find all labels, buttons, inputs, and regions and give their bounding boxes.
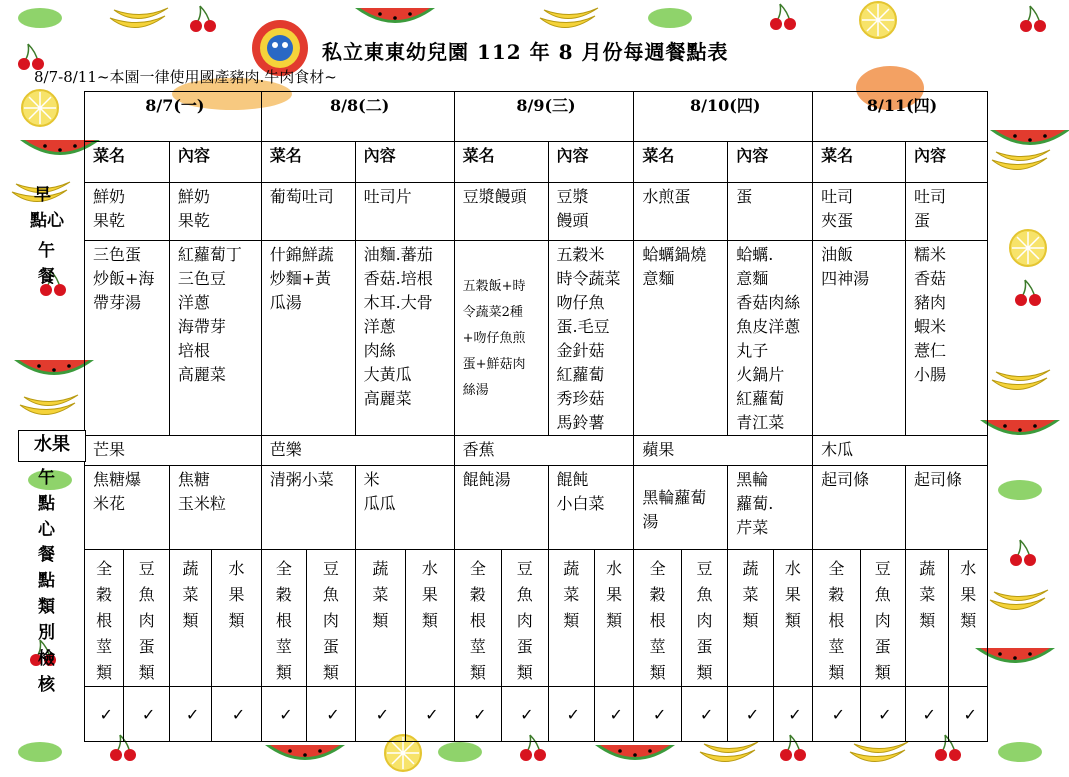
check-category-label: 水 果 類 [406,550,454,687]
check-category-label: 蔬 菜 類 [355,550,405,687]
lunch-row [85,241,988,436]
fruit-label: 水果 [18,430,86,462]
check-category-label: 水 果 類 [949,550,988,687]
side-label-char: 點 [38,571,55,591]
check-mark: ✓ [212,687,262,742]
content-column-header: 內容 [169,142,261,183]
check-mark: ✓ [169,687,211,742]
snack-row [85,466,988,550]
lunch-content: 五穀米 時令蔬菜 吻仔魚 蛋.毛豆 金針菇 紅蘿蔔 秀珍菇 馬鈴薯 [548,241,634,436]
breakfast-dish: 水煎蛋 [634,183,728,241]
check-mark: ✓ [594,687,633,742]
check-mark: ✓ [728,687,773,742]
check-mark: ✓ [634,687,681,742]
check-mark: ✓ [307,687,355,742]
breakfast-content: 吐司片 [355,183,454,241]
snack-content: 餛飩 小白菜 [548,466,634,550]
check-category-label: 豆 魚 肉 蛋 類 [681,550,727,687]
lunch-label [38,238,55,290]
check-category-label: 蔬 菜 類 [906,550,949,687]
check-category-label: 全 穀 根 莖 類 [261,550,306,687]
snack-content: 米 瓜瓜 [355,466,454,550]
check-mark: ✓ [548,687,594,742]
dish-column-header: 菜名 [813,142,906,183]
check-category-label: 豆 魚 肉 蛋 類 [502,550,548,687]
snack-content: 黑輪 蘿蔔. 芹菜 [728,466,813,550]
check-category-label: 豆 魚 肉 蛋 類 [307,550,355,687]
check-category-label: 全 穀 根 莖 類 [85,550,124,687]
dish-column-header: 菜名 [261,142,355,183]
check-category-label: 全 穀 根 莖 類 [634,550,681,687]
breakfast-content: 蛋 [728,183,813,241]
breakfast-dish: 吐司 夾蛋 [813,183,906,241]
check-category-label: 水 果 類 [594,550,633,687]
side-label-char: 類 [38,597,55,617]
category-check-row [85,550,988,687]
check-mark: ✓ [261,687,306,742]
check-category-label: 全 穀 根 莖 類 [813,550,860,687]
weekly-menu-table [84,91,988,742]
breakfast-dish: 鮮奶 果乾 [85,183,170,241]
breakfast-content: 吐司 蛋 [906,183,988,241]
check-mark: ✓ [949,687,988,742]
check-mark: ✓ [860,687,905,742]
day-date: 8/9(三) [454,92,634,142]
check-mark: ✓ [355,687,405,742]
dish-column-header: 菜名 [85,142,170,183]
day-date: 8/11(四) [813,92,988,142]
check-category-label: 蔬 菜 類 [169,550,211,687]
page-title: 私立東東幼兒園 112 年 8 月份每週餐點表 [322,40,729,64]
check-mark: ✓ [773,687,812,742]
lunch-dish: 三色蛋 炒飯+海 帶芽湯 [85,241,170,436]
day-date: 8/10(四) [634,92,813,142]
lunch-content: 蛤蠣. 意麵 香菇肉絲 魚皮洋蔥 丸子 火鍋片 紅蘿蔔 青江菜 [728,241,813,436]
check-category-label: 水 果 類 [212,550,262,687]
check-mark: ✓ [454,687,501,742]
date-header-row [85,92,988,142]
lunch-dish: 油飯 四神湯 [813,241,906,436]
dish-column-header: 菜名 [634,142,728,183]
check-mark: ✓ [681,687,727,742]
content-column-header: 內容 [548,142,634,183]
side-label-char: 檢 [38,649,55,669]
check-mark: ✓ [813,687,860,742]
side-label-char: 點 [38,494,55,514]
content-column-header: 內容 [906,142,988,183]
side-label-char: 點心 [30,211,64,231]
breakfast-row [85,183,988,241]
side-label-char: 餐 [38,267,55,287]
check-category-label: 蔬 菜 類 [728,550,773,687]
snack-label [38,465,55,543]
side-label-char: 核 [38,675,55,695]
snack-dish: 清粥小菜 [261,466,355,550]
breakfast-content: 豆漿 饅頭 [548,183,634,241]
fruit-item: 木瓜 [813,436,988,466]
fruit-item: 芒果 [85,436,262,466]
snack-dish: 起司條 [813,466,906,550]
snack-dish: 餛飩湯 [454,466,548,550]
lunch-dish: 什錦鮮蔬 炒麵+黃 瓜湯 [261,241,355,436]
dish-column-header: 菜名 [454,142,548,183]
side-label-char: 心 [38,520,55,540]
breakfast-dish: 葡萄吐司 [261,183,355,241]
fruit-item: 蘋果 [634,436,813,466]
page-subtitle: 8/7-8/11~本園一律使用國產豬肉.牛肉食材~ [34,68,337,86]
snack-content: 起司條 [906,466,988,550]
fruit-item: 芭樂 [261,436,454,466]
check-mark: ✓ [406,687,454,742]
side-label-char: 別 [38,623,55,643]
content-column-header: 內容 [355,142,454,183]
side-label-char: 餐 [38,545,55,565]
check-category-label: 水 果 類 [773,550,812,687]
side-label-char: 早 [34,185,51,205]
check-mark: ✓ [85,687,124,742]
column-header-row [85,142,988,183]
checkmark-row [85,687,988,742]
lunch-dish: 蛤蠣鍋燒 意麵 [634,241,728,436]
check-category-label: 全 穀 根 莖 類 [454,550,501,687]
breakfast-dish: 豆漿饅頭 [454,183,548,241]
day-date: 8/8(二) [261,92,454,142]
check-category-label: 豆 魚 肉 蛋 類 [124,550,169,687]
check-mark: ✓ [124,687,169,742]
check-mark: ✓ [906,687,949,742]
lunch-content: 紅蘿蔔丁 三色豆 洋蔥 海帶芽 培根 高麗菜 [169,241,261,436]
check-category-label: 蔬 菜 類 [548,550,594,687]
lunch-dish: 五穀飯+時 令蔬菜2種 +吻仔魚煎 蛋+鮮菇肉 絲湯 [454,241,548,436]
snack-dish: 黑輪蘿蔔 湯 [634,466,728,550]
check-category-label: 豆 魚 肉 蛋 類 [860,550,905,687]
side-label-char: 午 [38,468,55,488]
lunch-content: 油麵.蕃茄 香菇.培根 木耳.大骨 洋蔥 肉絲 大黃瓜 高麗菜 [355,241,454,436]
fruit-row [85,436,988,466]
category-check-label [38,542,55,698]
content-column-header: 內容 [728,142,813,183]
check-mark: ✓ [502,687,548,742]
snack-dish: 焦糖爆 米花 [85,466,170,550]
breakfast-content: 鮮奶 果乾 [169,183,261,241]
side-label-char: 午 [38,241,55,261]
day-date: 8/7(一) [85,92,262,142]
snack-content: 焦糖 玉米粒 [169,466,261,550]
fruit-item: 香蕉 [454,436,634,466]
breakfast-label [30,182,64,234]
lunch-content: 糯米 香菇 豬肉 蝦米 薏仁 小腸 [906,241,988,436]
